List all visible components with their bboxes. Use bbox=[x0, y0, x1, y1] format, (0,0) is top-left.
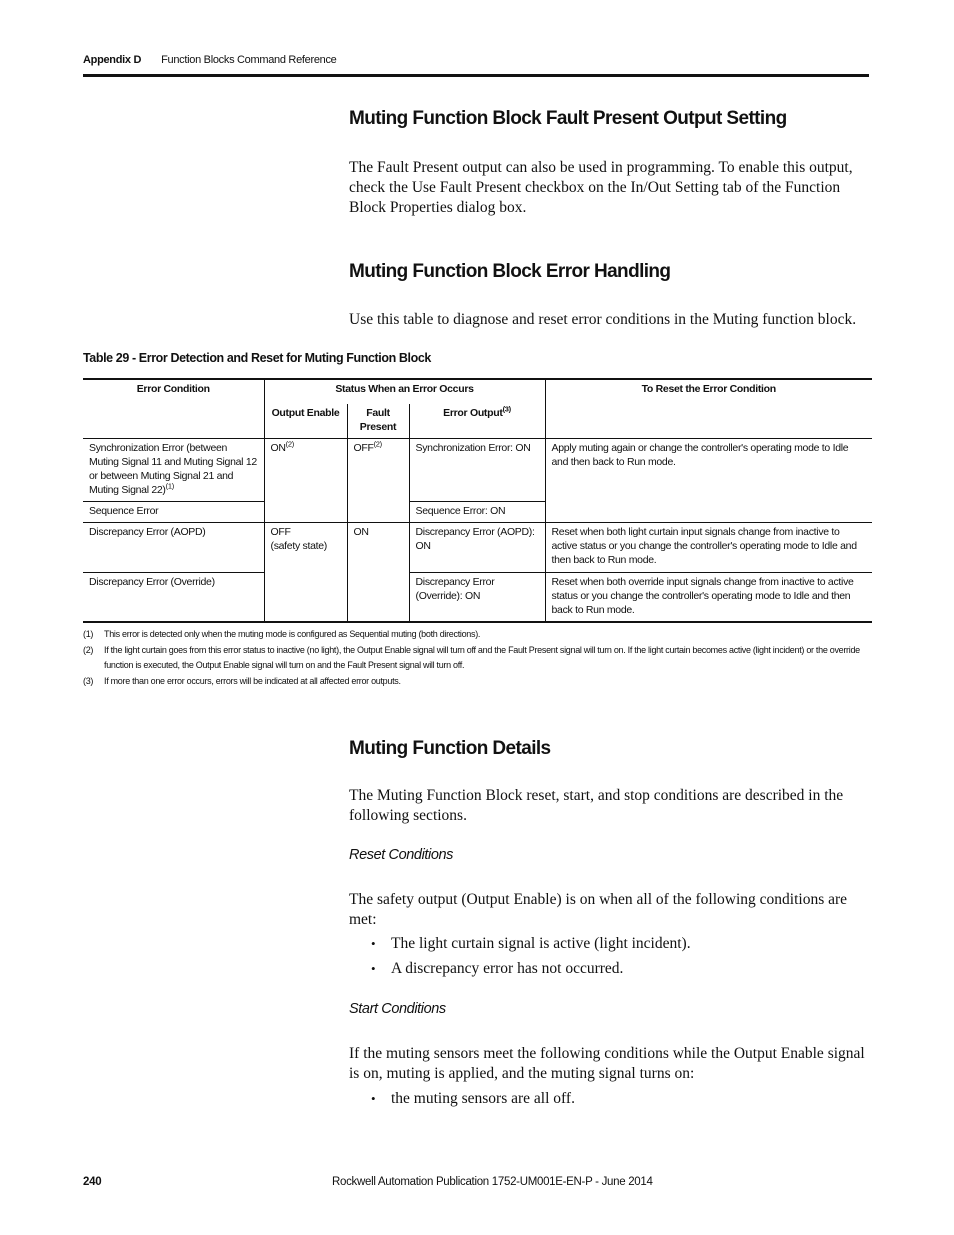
header-rule bbox=[83, 74, 869, 77]
running-header bbox=[83, 54, 336, 66]
footnote-3: (3) If more than one error occurs, errors will be indicated at all affected error outputs. bbox=[83, 676, 401, 686]
row2-condition: Sequence Error bbox=[89, 505, 159, 517]
error-table bbox=[83, 378, 872, 623]
footnote-1: (1) This error is detected only when the muting mode is configured as Sequential muting (both directions). bbox=[83, 629, 481, 639]
fault-present-body: The Fault Present output can also be used in programming. To enable this output, check the Use Fault Present checkbox on the In/Out Setting tab of the Function Block Properties dialog box. bbox=[349, 159, 853, 216]
table-caption: Table 29 - Error Detection and Reset for Muting Function Block bbox=[83, 351, 431, 365]
col-header-error-output: Error Output$^{(3)}$ bbox=[409, 404, 545, 439]
row1-error-output: Synchronization Error: ON bbox=[409, 439, 545, 502]
list-item: • A discrepancy error has not occurred. bbox=[349, 956, 691, 981]
details-heading: Muting Function Details bbox=[349, 738, 551, 759]
col-header-fault-present: Fault Present bbox=[347, 404, 409, 439]
list-item: • The light curtain signal is active (light incident). bbox=[349, 931, 691, 956]
row3-fault-present: ON bbox=[347, 523, 409, 623]
row1-output-enable: ON$^{(2)}$ bbox=[264, 439, 347, 523]
reset-body: The safety output (Output Enable) is on when all of the following conditions are met: bbox=[349, 891, 848, 928]
row3-output-enable: OFF (safety state) bbox=[264, 523, 347, 623]
row1-fault-present: OFF$^{(2)}$ bbox=[347, 439, 409, 523]
start-subheading: Start Conditions bbox=[349, 1001, 446, 1017]
footnote-2: (2) If the light curtain goes from this error status to inactive (no light), the Output Enable signal will turn off and the Fault Present signal will turn on. If the light curtain becomes active (light incident) or the override function is executed, the Output Enable signal will turn on and the Fault Present signal will turn off. bbox=[83, 645, 860, 670]
row1-condition: Synchronization Error (between Muting Signal 11 and Muting Signal 12 or between Muting Signal 21 and Muting Signal 22)$^{(1)}$ bbox=[83, 439, 264, 502]
reset-bullet-list bbox=[349, 931, 691, 981]
row4-condition: Discrepancy Error (Override) bbox=[89, 576, 215, 588]
col-header-error-condition: Error Condition bbox=[136, 383, 210, 395]
row2-error-output: Sequence Error: ON bbox=[409, 502, 545, 523]
list-item: • the muting sensors are all off. bbox=[349, 1086, 575, 1111]
error-handling-body: Use this table to diagnose and reset error conditions in the Muting function block. bbox=[349, 311, 857, 328]
page-number: 240 bbox=[83, 1176, 102, 1188]
error-handling-heading: Muting Function Block Error Handling bbox=[349, 261, 671, 282]
col-header-output-enable: Output Enable bbox=[264, 404, 347, 439]
row3-reset: Reset when both light curtain input signals change from inactive to active status or you change the controller's operating mode to Idle and then back to Run mode. bbox=[545, 523, 872, 573]
row4-error-output: Discrepancy Error (Override): ON bbox=[409, 573, 545, 623]
col-header-status-group: Status When an Error Occurs bbox=[264, 379, 545, 404]
row3-condition: Discrepancy Error (AOPD) bbox=[83, 523, 264, 573]
fault-present-heading: Muting Function Block Fault Present Output Setting bbox=[349, 108, 787, 129]
col-header-reset: To Reset the Error Condition bbox=[545, 379, 872, 439]
row3-error-output: Discrepancy Error (AOPD): ON bbox=[409, 523, 545, 573]
start-body: If the muting sensors meet the following conditions while the Output Enable signal is on, muting is applied, and the muting signal turns on: bbox=[349, 1045, 865, 1082]
header-title: Function Blocks Command Reference bbox=[161, 54, 337, 66]
details-intro: The Muting Function Block reset, start, and stop conditions are described in the following sections. bbox=[349, 787, 844, 824]
row4-reset: Reset when both override input signals change from inactive to active status or you change the controller's operating mode to Idle and then back to Run mode. bbox=[545, 573, 872, 623]
header-section: Appendix D bbox=[83, 54, 142, 66]
start-bullet-list bbox=[349, 1086, 575, 1111]
row1-reset: Apply muting again or change the controller's operating mode to Idle and then back to Run mode. bbox=[545, 439, 872, 523]
publication-info: Rockwell Automation Publication 1752-UM001E-EN-P - June 2014 bbox=[332, 1176, 653, 1188]
reset-subheading: Reset Conditions bbox=[349, 847, 454, 863]
